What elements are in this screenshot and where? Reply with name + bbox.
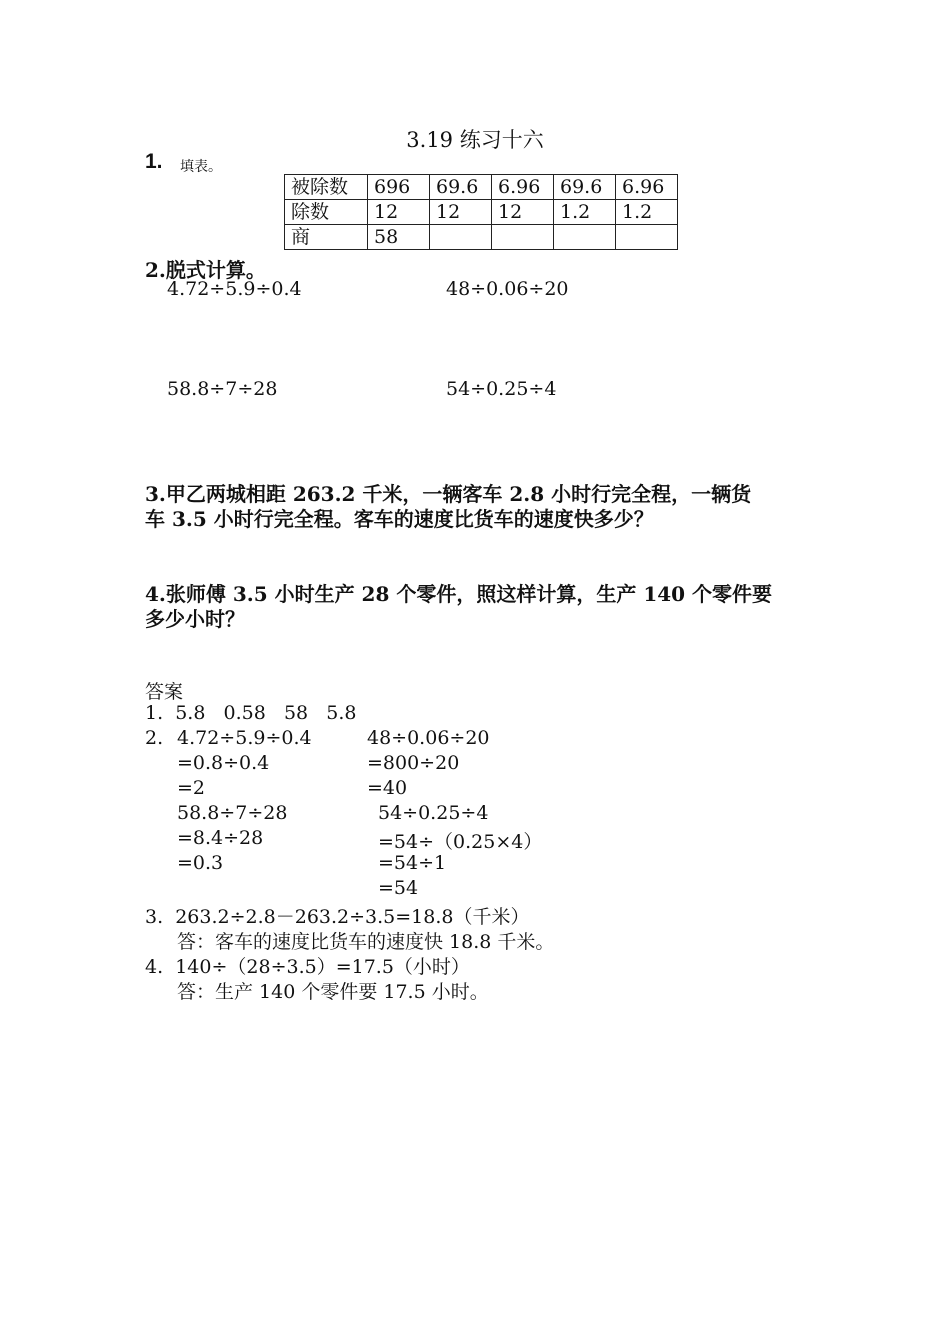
answer-2-step: 4.72÷5.9÷0.4 — [177, 727, 312, 749]
answer-2-step: =2 — [177, 777, 206, 799]
q4-line: 4.张师傅 3.5 小时生产 28 个零件，照这样计算，生产 140 个零件要 — [145, 582, 773, 606]
table-cell: 6.96 — [616, 175, 678, 200]
q2-problem: 58.8÷7÷28 — [167, 378, 278, 400]
answer-2-step: 58.8÷7÷28 — [177, 802, 288, 824]
answer-2-step: =54 — [378, 877, 419, 899]
q2-problem: 54÷0.25÷4 — [446, 378, 557, 400]
answer-2-step: =0.3 — [177, 852, 224, 874]
table-row — [285, 225, 678, 250]
table-cell: 69.6 — [554, 175, 616, 200]
table-cell — [616, 225, 678, 250]
q1-instruction: 填表。 — [180, 159, 222, 175]
q4-line: 多少小时？ — [145, 607, 245, 631]
answer-2-step: 54÷0.25÷4 — [378, 802, 489, 824]
q3-line: 3.甲乙两城相距 263.2 千米，一辆客车 2.8 小时行完全程，一辆货 — [145, 482, 752, 506]
table-cell: 商 — [285, 225, 368, 250]
answer-2-step: =40 — [367, 777, 408, 799]
table-cell: 1.2 — [554, 200, 616, 225]
q3-line: 车 3.5 小时行完全程。客车的速度比货车的速度快多少？ — [145, 507, 654, 531]
table-cell: 69.6 — [430, 175, 492, 200]
table-row — [285, 200, 678, 225]
answer-2-step: =800÷20 — [367, 752, 460, 774]
table-cell: 除数 — [285, 200, 368, 225]
q2-problem: 48÷0.06÷20 — [446, 278, 569, 300]
table-cell — [492, 225, 554, 250]
answer-1: 1. 5.8 0.58 58 5.8 — [145, 702, 357, 724]
table-cell: 1.2 — [616, 200, 678, 225]
table-cell: 被除数 — [285, 175, 368, 200]
answer-2-step: =0.8÷0.4 — [177, 752, 270, 774]
answers-heading: 答案 — [145, 681, 184, 703]
answer-2-step: =54÷（0.25×4） — [378, 831, 543, 853]
answer-4-statement: 答：生产 140 个零件要 17.5 小时。 — [177, 981, 489, 1003]
table-cell: 12 — [430, 200, 492, 225]
table-cell — [430, 225, 492, 250]
q2-heading: 2.脱式计算。 — [145, 258, 266, 282]
answer-2-step: 48÷0.06÷20 — [367, 727, 490, 749]
q1-number: 1. — [145, 150, 163, 173]
answer-2-step: =54÷1 — [378, 852, 447, 874]
table-cell — [554, 225, 616, 250]
table-cell: 58 — [368, 225, 430, 250]
table-cell: 12 — [492, 200, 554, 225]
table-cell: 12 — [368, 200, 430, 225]
division-table — [284, 174, 678, 250]
page-title: 3.19 练习十六 — [406, 128, 544, 152]
table-cell: 696 — [368, 175, 430, 200]
answer-3: 3. 263.2÷2.8－263.2÷3.5=18.8（千米） — [145, 906, 530, 928]
table-row — [285, 175, 678, 200]
answer-3-statement: 答：客车的速度比货车的速度快 18.8 千米。 — [177, 931, 555, 953]
answer-4: 4. 140÷（28÷3.5）=17.5（小时） — [145, 956, 470, 978]
answer-2-label: 2. — [145, 727, 164, 749]
answer-2-step: =8.4÷28 — [177, 827, 264, 849]
table-cell: 6.96 — [492, 175, 554, 200]
q2-problem: 4.72÷5.9÷0.4 — [167, 278, 302, 300]
